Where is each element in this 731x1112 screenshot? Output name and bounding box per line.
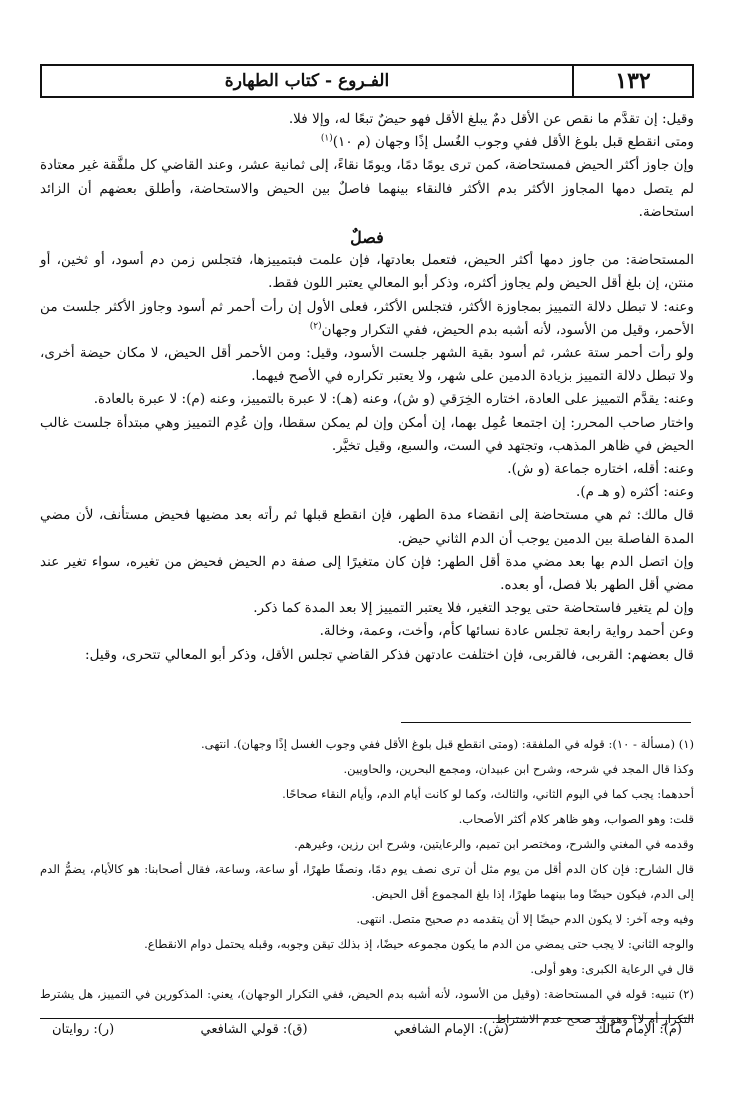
paragraph: وإن جاوز أكثر الحيض فمستحاضة، كمن ترى يومًا دمًا، ويومًا نقاءً، إلى ثمانية عشر، وعند القاضي كل ملفَّقة غير معتادة لم يتصل دمها المجاوز الأكثر بدم الأكثر فالنقاء بينهما فاصلٌ بين الحيض والاستحاضة، وأطلق بعضهم أن الزائد استحاضة. [40, 157, 694, 220]
footnote-line: قال في الرعاية الكبرى: وهو أولى. [530, 962, 694, 976]
footnote-line: (٢) تنبيه: قوله في المستحاضة: (وقيل من الأسود، لأنه أشبه بدم الحيض، ففي التكرار الوجهان)، يعني: المذكورين في التمييز، هل يشترط التكرار أم لا؟ وهو قد صحح عدم الاشتراط. [40, 987, 694, 1026]
paragraph: وإن لم يتغير فاستحاضة حتى يوجد التغير، فلا يعتبر التمييز إلا بعد المدة كما ذكر. [253, 600, 694, 617]
paragraph: المستحاضة: من جاوز دمها أكثر الحيض، فتعمل بعادتها، فإن علمت فبتمييزها، فتجلس زمن دم أسود، أو ثخين، أو منتن، إن بلغ أقل الحيض ولم يجاوز أكثره، وذكر أبو المعالي يعتبر اللون فقط. [40, 252, 694, 292]
paragraph-text: ومتى انقطع قبل بلوغ الأقل ففي وجوب الغُسل إذًا وجهان (م ١٠) [332, 134, 694, 151]
abbrev-item: (ق): قولي الشافعي [200, 1022, 308, 1037]
paragraph: وعنه: يقدَّم التمييز على العادة، اختاره الخِرَقي (و ش)، وعنه (هـ): لا عبرة بالتمييز، وعنه (م): لا عبرة بالعادة. [93, 391, 694, 408]
paragraph: وعنه: أقله، اختاره جماعة (و ش). [507, 461, 694, 478]
paragraph: وقيل: إن تقدَّم ما نقص عن الأقل دمٌ يبلغ الأقل فهو حيضٌ تبعًا له، وإلا فلا. [288, 111, 694, 127]
paragraph: وإن اتصل الدم بها بعد مضي مدة أقل الطهر: فإن كان متغيرًا إلى صفة دم الحيض فحيض من تغيره، سواء تغير عند مضي أقل الطهر بلا فصل، أو بعده. [40, 553, 694, 594]
paragraph [40, 296, 694, 342]
footnote-line: والوجه الثاني: لا يجب حتى يمضي من الدم ما يكون مجموعه حيضًا، إذ بذلك تيقن وجوبه، وقبله يحتمل دوام الانقطاع. [144, 937, 694, 951]
abbrev-item: (ش): الإمام الشافعي [393, 1022, 509, 1037]
footnote-line: وقدمه في المغني والشرح، ومختصر ابن تميم، والرعايتين، وشرح ابن رزين، وغيرهم. [294, 837, 694, 851]
bottom-separator [40, 1018, 694, 1019]
footnote-line: وفيه وجه آخر: لا يكون الدم حيضًا إلا أن يتقدمه دم صحيح متصل. انتهى. [356, 912, 694, 926]
footnote-line: (١) (مسألة - ١٠): قوله في الملفقة: (ومتى انقطع قبل بلوغ الأقل ففي وجوب الغسل إذًا وجهان). انتهى. [200, 737, 694, 751]
abbrev-item: (ر): روايتان [52, 1022, 115, 1037]
paragraph: قال بعضهم: القربى، فالقربى، فإن اختلفت عادتهن فذكر القاضي تجلس الأقل، وذكر أبو المعالي تتحرى، وقيل: [84, 646, 694, 663]
paragraph: واختار صاحب المحرر: إن اجتمعا عُمِل بهما، إن أمكن وإن لم يمكن سقطا، وإن عُدِم التمييز وهي مبتدأة جلست غالب الحيض في ظاهر المذهب، وتجتهد في الست، والسبع، وقيل تخيَّر. [40, 414, 694, 454]
paragraph [40, 131, 694, 154]
footnotes [40, 732, 694, 1032]
footnote-line: قلت: وهو الصواب، وهو ظاهر كلام أكثر الأصحاب. [458, 812, 694, 826]
abbreviation-key [40, 1022, 694, 1037]
paragraph: وعن أحمد رواية رابعة تجلس عادة نسائها كأم، وأخت، وعمة، وخالة. [319, 623, 694, 640]
abbrev-item: (م): الإمام مالك [595, 1022, 682, 1037]
footnote-line: أحدهما: يجب كما في اليوم الثاني، والثالث، وكما لو كانت أيام الدم، وأيام النقاء صحاحًا. [282, 787, 694, 801]
paragraph: ولو رأت أحمر ستة عشر، ثم أسود بقية الشهر جلست الأسود، وقيل: ومن الأحمر أقل الحيض، لا مكان حيضة أخرى، ولا تبطل دلالة التمييز بزيادة الدمين على شهر، ولا يعتبر تكراره في الأصح فيهما. [40, 345, 694, 385]
footnote-marker: (١) [320, 133, 333, 144]
paragraph-text: وعنه: لا تبطل دلالة التمييز بمجاوزة الأكثر، فتجلس الأكثر، فعلى الأول إن رأت أحمر ثم أسود وجاوز الأكثر جلست من الأحمر، وقيل من الأسود، لأنه أشبه بدم الحيض، ففي التكرار وجهان [40, 298, 694, 338]
footnote-separator [401, 722, 691, 723]
page-number: ١٣٢ [572, 66, 692, 96]
footnote-line: وكذا قال المجد في شرحه، وشرح ابن عبيدان، ومجمع البحرين، والحاويين. [343, 762, 694, 776]
main-text [40, 108, 694, 667]
paragraph: وعنه: أكثره (و هـ م). [576, 484, 694, 501]
footnote-marker: (٢) [309, 321, 322, 332]
page-header [40, 64, 694, 98]
section-title: فصلٌ [350, 228, 384, 248]
running-title: الفـروع - كتاب الطهارة [224, 71, 390, 91]
footnote-line: قال الشارح: فإن كان الدم أقل من يوم مثل أن ترى نصف يوم دمًا، ونصفًا طهرًا، أو ساعة، وساعة، فقال أصحابنا: هو كالأيام، يضمُّ الدم إلى الدم، فيكون حيضًا وما بينهما طهرًا، إذا بلغ المجموع أقل الحيض. [40, 862, 694, 901]
paragraph: قال مالك: ثم هي مستحاضة إلى انقضاء مدة الطهر، فإن انقطع قبلها ثم رأته بعد مضيها فحيض مستأنف، لأن مضي المدة الفاصلة بين الدمين يوجب أن الدم الثاني حيض. [40, 507, 694, 547]
